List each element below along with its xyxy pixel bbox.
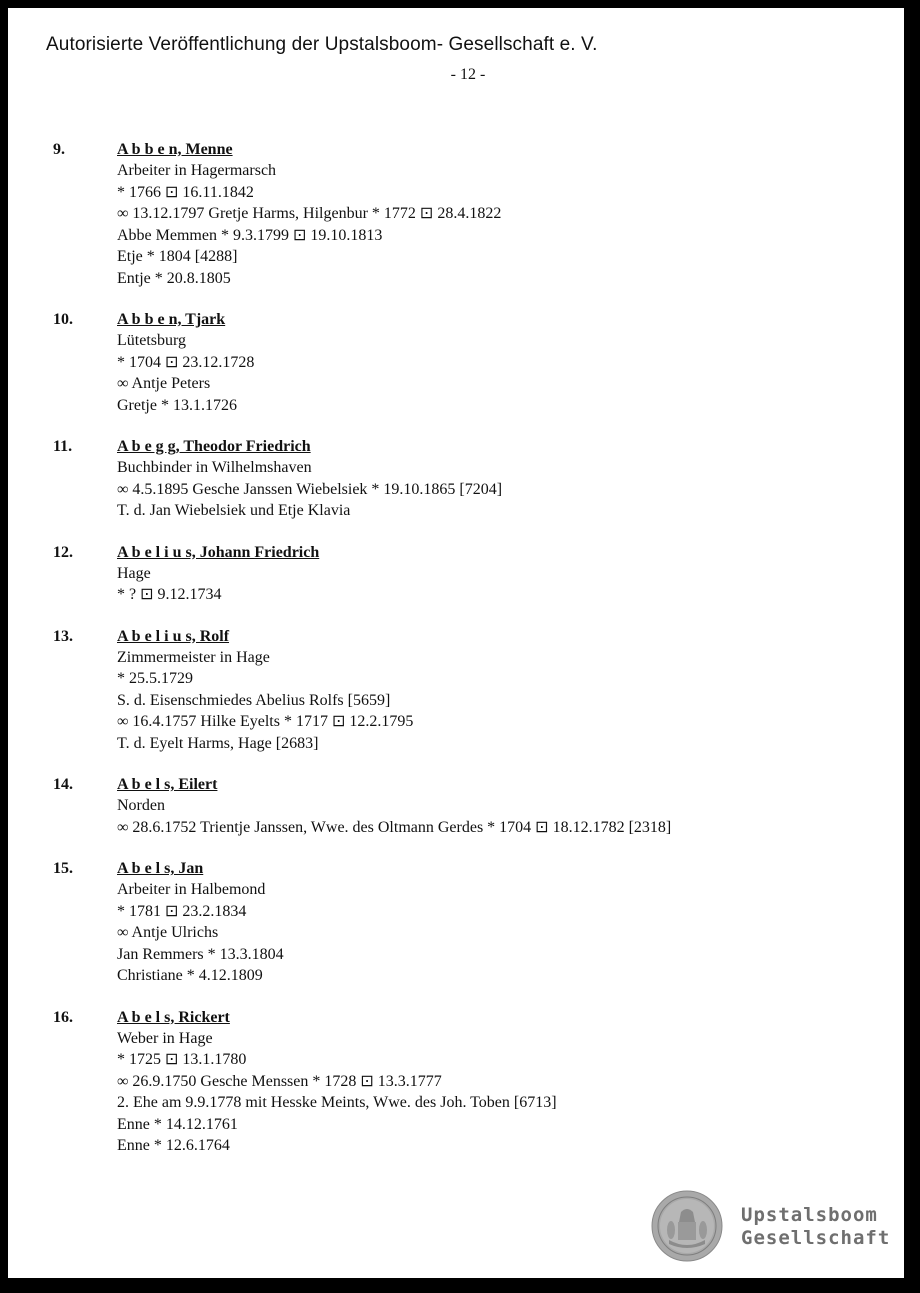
entry-list [8, 139, 904, 1177]
entry-body [117, 1007, 904, 1157]
logo-line-2: Gesellschaft [741, 1227, 891, 1249]
logo-line-1: Upstalsboom [741, 1204, 878, 1226]
entry-name: A b b e n, Menne [117, 141, 233, 158]
entry-line: ∞ 26.9.1750 Gesche Menssen * 1728 ⊡ 13.3.1777 [117, 1072, 442, 1090]
entry-name: A b e l s, Jan [117, 860, 204, 877]
entry-line: ∞ 13.12.1797 Gretje Harms, Hilgenbur * 1772 ⊡ 28.4.1822 [117, 205, 502, 222]
entry-line: * 1766 ⊡ 16.11.1842 [117, 183, 254, 201]
entry-number: 12. [53, 543, 73, 561]
entry-name: A b e l s, Eilert [117, 776, 218, 793]
entry-body [117, 626, 904, 755]
entry-name: A b b e n, Tjark [117, 311, 226, 328]
entry-line: Arbeiter in Hagermarsch [117, 162, 277, 179]
entry-name: A b e l i u s, Johann Friedrich [117, 543, 320, 561]
logo-wordmark [741, 1204, 890, 1250]
entry-name: A b e g g, Theodor Friedrich [117, 438, 311, 455]
entry-body [117, 858, 904, 987]
register-entry [8, 139, 904, 289]
entry-line: 2. Ehe am 9.9.1778 mit Hesske Meints, Wwe. des Joh. Toben [6713] [117, 1094, 557, 1111]
document-page [8, 8, 904, 1278]
entry-line: Buchbinder in Wilhelmshaven [117, 459, 312, 476]
entry-name: A b e l s, Rickert [117, 1008, 230, 1026]
entry-line: Christiane * 4.12.1809 [117, 967, 263, 984]
entry-number: 9. [53, 141, 65, 158]
entry-line: Norden [117, 797, 165, 814]
entry-line: Enne * 12.6.1764 [117, 1137, 230, 1154]
register-entry [8, 309, 904, 416]
entry-line: ∞ Antje Peters [117, 375, 211, 392]
entry-line: Weber in Hage [117, 1029, 213, 1047]
entry-line: ∞ 28.6.1752 Trientje Janssen, Wwe. des Oltmann Gerdes * 1704 ⊡ 18.12.1782 [2318] [117, 818, 672, 836]
society-logo [648, 1188, 898, 1273]
entry-line: ∞ 16.4.1757 Hilke Eyelts * 1717 ⊡ 12.2.1795 [117, 713, 414, 730]
register-entry [8, 542, 904, 606]
entry-line: ∞ Antje Ulrichs [117, 924, 219, 941]
entry-name: A b e l i u s, Rolf [117, 627, 230, 645]
entry-number: 10. [53, 311, 73, 328]
entry-line: * 1725 ⊡ 13.1.1780 [117, 1051, 247, 1068]
register-entry [8, 774, 904, 838]
entry-line: T. d. Jan Wiebelsiek und Etje Klavia [117, 502, 351, 519]
entry-line: S. d. Eisenschmiedes Abelius Rolfs [5659] [117, 691, 391, 709]
entry-body [117, 436, 904, 522]
register-entry [8, 436, 904, 522]
register-entry [8, 626, 904, 755]
entry-body [117, 774, 904, 838]
page-number: - 12 - [450, 66, 486, 83]
register-entry [8, 858, 904, 987]
entry-line: Zimmermeister in Hage [117, 648, 270, 666]
entry-line: Arbeiter in Halbemond [117, 881, 266, 898]
entry-line: Entje * 20.8.1805 [117, 269, 231, 287]
entry-line: Gretje * 13.1.1726 [117, 396, 237, 414]
entry-line: Enne * 14.12.1761 [117, 1115, 238, 1133]
entry-line: Etje * 1804 [4288] [117, 248, 238, 265]
entry-line: T. d. Eyelt Harms, Hage [2683] [117, 734, 319, 752]
entry-body [117, 309, 904, 416]
entry-line: Abbe Memmen * 9.3.1799 ⊡ 19.10.1813 [117, 226, 383, 244]
entry-line: * 1704 ⊡ 23.12.1728 [117, 353, 255, 371]
entry-line: Hage [117, 564, 151, 582]
entry-number: 15. [53, 860, 73, 877]
entry-body [117, 542, 904, 606]
register-entry [8, 1007, 904, 1157]
seal-icon [651, 1190, 723, 1262]
entry-line: * 25.5.1729 [117, 670, 193, 687]
entry-line: * ? ⊡ 9.12.1734 [117, 586, 222, 603]
entry-number: 13. [53, 627, 73, 645]
entry-line: Jan Remmers * 13.3.1804 [117, 945, 284, 963]
document-header: Autorisierte Veröffentlichung der Upstalsboom- Gesellschaft e. V. [46, 34, 598, 55]
entry-line: Lütetsburg [117, 332, 187, 349]
entry-number: 14. [53, 776, 73, 793]
entry-body [117, 139, 904, 289]
entry-number: 11. [53, 438, 73, 455]
entry-line: ∞ 4.5.1895 Gesche Janssen Wiebelsiek * 19.10.1865 [7204] [117, 480, 503, 498]
entry-number: 16. [53, 1008, 73, 1026]
entry-line: * 1781 ⊡ 23.2.1834 [117, 902, 247, 920]
